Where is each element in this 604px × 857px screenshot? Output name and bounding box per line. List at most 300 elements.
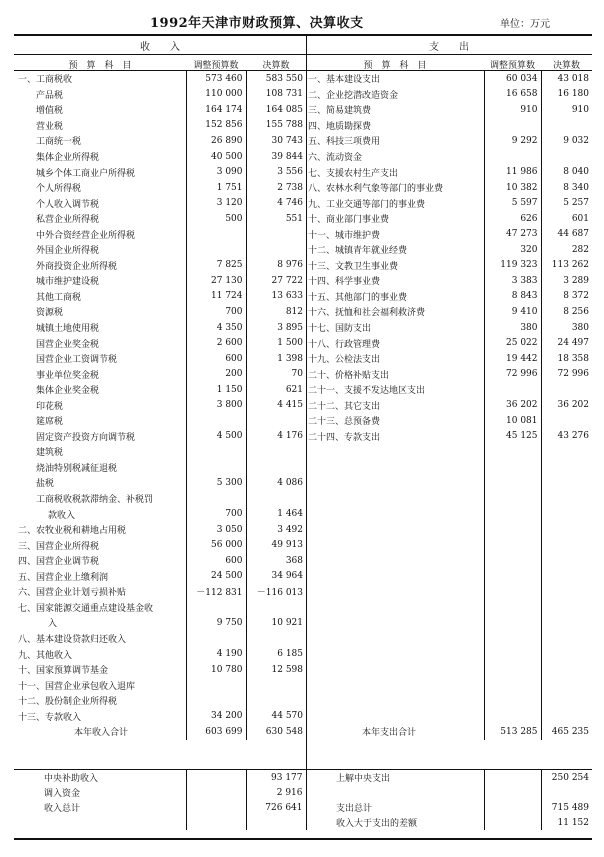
expense-col-final: 决算数 xyxy=(552,61,580,71)
income-row xyxy=(14,211,306,227)
summary-spacer xyxy=(14,800,44,815)
income-adjusted-value: 110 000 xyxy=(186,87,246,103)
expense-empty-cell xyxy=(306,553,484,569)
expense-empty-cell xyxy=(306,662,484,678)
expense-row xyxy=(306,569,592,585)
expense-empty-cell xyxy=(541,677,592,693)
expense-final-value: 8 340 xyxy=(541,180,592,196)
expense-total-adjusted: 513 285 xyxy=(484,724,541,740)
income-adjusted-value xyxy=(186,693,246,709)
expense-empty-cell xyxy=(306,600,484,616)
expense-empty-cell xyxy=(541,646,592,662)
expense-subject: 十四、科学事业费 xyxy=(308,277,381,288)
expense-empty-cell xyxy=(541,569,592,585)
expense-row xyxy=(306,708,592,724)
expense-adjusted-value: 3 383 xyxy=(484,273,541,289)
expense-empty-cell xyxy=(484,537,541,553)
expense-subject: 二十四、专款支出 xyxy=(308,432,381,443)
expense-subject: 十一、城市维护费 xyxy=(308,230,381,241)
summary-spacer xyxy=(186,815,246,830)
income-final-value: 6 185 xyxy=(246,646,306,662)
summary-income-value: 726 641 xyxy=(246,800,306,815)
expense-row xyxy=(306,102,592,118)
expense-empty-cell xyxy=(484,460,541,476)
expense-empty-cell xyxy=(306,522,484,538)
expense-row xyxy=(306,164,592,180)
top-rule xyxy=(14,34,592,36)
income-col-final: 决算数 xyxy=(262,61,290,71)
expense-row xyxy=(306,149,592,165)
income-adjusted-value xyxy=(186,460,246,476)
income-subject: 十一、国营企业承包收入退库 xyxy=(18,681,136,692)
income-row xyxy=(14,258,306,274)
expense-subject: 九、工业交通等部门的事业费 xyxy=(308,199,426,210)
expense-empty-cell xyxy=(306,677,484,693)
summary-spacer xyxy=(186,800,246,815)
income-row xyxy=(14,180,306,196)
income-final-value: 551 xyxy=(246,211,306,227)
income-adjusted-value: 3 120 xyxy=(186,195,246,211)
income-adjusted-value xyxy=(186,491,246,507)
expense-row xyxy=(306,677,592,693)
expense-empty-cell xyxy=(541,506,592,522)
expense-empty-cell xyxy=(306,646,484,662)
expense-final-value: 9 032 xyxy=(541,133,592,149)
income-subject: 九、其他收入 xyxy=(18,650,73,661)
expense-adjusted-value: 16 658 xyxy=(484,87,541,103)
income-adjusted-value: 200 xyxy=(186,366,246,382)
income-row xyxy=(14,491,306,507)
income-adjusted-value: 11 724 xyxy=(186,289,246,305)
income-final-value: 4 176 xyxy=(246,429,306,445)
expense-empty-cell xyxy=(541,460,592,476)
expense-empty-cell xyxy=(541,693,592,709)
income-subject: 八、基本建设贷款归还收入 xyxy=(18,634,127,645)
expense-empty-cell xyxy=(541,662,592,678)
income-subject: 资源税 xyxy=(36,308,64,319)
expense-empty-cell xyxy=(541,615,592,631)
expense-empty-cell xyxy=(306,708,484,724)
expense-empty-cell xyxy=(541,600,592,616)
expense-subject: 二十、价格补贴支出 xyxy=(308,370,390,381)
income-adjusted-value: 600 xyxy=(186,553,246,569)
income-row xyxy=(14,413,306,429)
expense-empty-cell xyxy=(541,522,592,538)
income-row xyxy=(14,677,306,693)
expense-row xyxy=(306,506,592,522)
income-subject: 城乡个体工商业户所得税 xyxy=(36,168,136,179)
income-final-value: 3 492 xyxy=(246,522,306,538)
income-row xyxy=(14,397,306,413)
income-final-value: 630 548 xyxy=(246,724,306,740)
expense-empty-cell xyxy=(484,444,541,460)
income-row xyxy=(14,351,306,367)
income-subject: 其他工商税 xyxy=(36,292,82,303)
income-subject: 个人所得税 xyxy=(36,184,82,195)
expense-empty-cell xyxy=(484,506,541,522)
expense-subject: 六、流动资金 xyxy=(308,153,363,163)
income-row xyxy=(14,506,306,522)
income-subject: 事业单位奖金税 xyxy=(36,370,100,381)
income-final-value: 3 895 xyxy=(246,320,306,336)
summary-income-label: 中央补助收入 xyxy=(44,774,99,784)
income-subject: 六、国营企业计划亏损补贴 xyxy=(18,588,127,599)
income-column-headers xyxy=(14,56,306,71)
income-adjusted-value: －112 831 xyxy=(186,584,246,600)
expense-subject: 四、地质勘探费 xyxy=(308,121,372,132)
income-subject: 城镇土地使用税 xyxy=(36,324,100,335)
expense-empty-cell xyxy=(541,444,592,460)
income-row xyxy=(14,242,306,258)
expense-row xyxy=(306,553,592,569)
expense-empty-cell xyxy=(306,569,484,585)
expense-empty-cell xyxy=(306,693,484,709)
income-row xyxy=(14,460,306,476)
expense-adjusted-value xyxy=(484,382,541,398)
summary-row xyxy=(14,815,592,830)
expense-empty-cell xyxy=(484,631,541,647)
expense-adjusted-value: 9 410 xyxy=(484,304,541,320)
income-final-value: 812 xyxy=(246,304,306,320)
expense-row xyxy=(306,87,592,103)
income-row xyxy=(14,553,306,569)
income-row xyxy=(14,164,306,180)
expense-adjusted-value: 8 843 xyxy=(484,289,541,305)
income-row xyxy=(14,475,306,491)
header-rule xyxy=(14,54,592,55)
expense-empty-cell xyxy=(484,569,541,585)
expense-final-value: 113 262 xyxy=(541,258,592,274)
expense-adjusted-value: 36 202 xyxy=(484,397,541,413)
expense-empty-cell xyxy=(541,584,592,600)
income-row xyxy=(14,273,306,289)
income-header xyxy=(14,37,306,53)
income-row xyxy=(14,646,306,662)
income-final-value: 4 086 xyxy=(246,475,306,491)
income-subject: 建筑税 xyxy=(36,448,64,459)
income-adjusted-value xyxy=(186,631,246,647)
income-final-value: 34 964 xyxy=(246,569,306,585)
income-adjusted-value: 3 050 xyxy=(186,522,246,538)
income-final-value xyxy=(246,491,306,507)
expense-row xyxy=(306,724,592,740)
expense-row xyxy=(306,537,592,553)
expense-empty-cell xyxy=(484,615,541,631)
income-subject: 十三、专款收入 xyxy=(18,712,82,723)
expense-row xyxy=(306,615,592,631)
income-adjusted-value: 26 890 xyxy=(186,133,246,149)
income-final-value: 12 598 xyxy=(246,662,306,678)
expense-empty-cell xyxy=(306,444,484,460)
expense-final-value: 282 xyxy=(541,242,592,258)
expense-empty-cell xyxy=(484,662,541,678)
income-table xyxy=(14,71,306,740)
income-row xyxy=(14,289,306,305)
income-adjusted-value xyxy=(186,413,246,429)
expense-final-value: 380 xyxy=(541,320,592,336)
expense-final-value: 44 687 xyxy=(541,226,592,242)
expense-row xyxy=(306,211,592,227)
summary-expense-value: 715 489 xyxy=(541,800,592,815)
income-final-value: 30 743 xyxy=(246,133,306,149)
expense-empty-cell xyxy=(484,584,541,600)
summary-row xyxy=(14,800,592,815)
expense-row xyxy=(306,71,592,87)
expense-row xyxy=(306,118,592,134)
income-subject: 工商税收税款滞纳金、补税罚 xyxy=(36,495,154,506)
expense-row xyxy=(306,491,592,507)
expense-final-value: 72 996 xyxy=(541,366,592,382)
income-adjusted-value: 56 000 xyxy=(186,537,246,553)
income-final-value: 4 415 xyxy=(246,397,306,413)
expense-row xyxy=(306,444,592,460)
expense-total-final: 465 235 xyxy=(541,724,592,740)
income-subject: 七、国家能源交通重点建设基金收 xyxy=(18,603,154,614)
summary-spacer xyxy=(306,815,336,830)
income-final-value xyxy=(246,460,306,476)
expense-row xyxy=(306,522,592,538)
income-final-value: 3 556 xyxy=(246,164,306,180)
income-final-value xyxy=(246,413,306,429)
income-subject: 集体企业奖金税 xyxy=(36,386,100,397)
summary-income-label: 收入总计 xyxy=(44,804,81,814)
expense-final-value: 18 358 xyxy=(541,351,592,367)
expense-final-value: 8 372 xyxy=(541,289,592,305)
expense-adjusted-value: 910 xyxy=(484,102,541,118)
income-row xyxy=(14,708,306,724)
income-final-value: 10 921 xyxy=(246,615,306,631)
summary-section xyxy=(14,770,592,830)
expense-empty-cell xyxy=(484,491,541,507)
income-row xyxy=(14,226,306,242)
expense-row xyxy=(306,304,592,320)
income-adjusted-value xyxy=(186,444,246,460)
income-adjusted-value: 152 856 xyxy=(186,118,246,134)
income-adjusted-value: 600 xyxy=(186,351,246,367)
expense-row xyxy=(306,180,592,196)
income-final-value: 70 xyxy=(246,366,306,382)
income-row xyxy=(14,118,306,134)
expense-final-value xyxy=(541,382,592,398)
income-final-value xyxy=(246,631,306,647)
income-final-value: 155 788 xyxy=(246,118,306,134)
summary-spacer xyxy=(14,815,44,830)
expense-empty-cell xyxy=(306,506,484,522)
expense-subject: 十七、国防支出 xyxy=(308,324,372,335)
income-subject: 工商统一税 xyxy=(36,137,82,148)
income-adjusted-value: 7 825 xyxy=(186,258,246,274)
expense-row xyxy=(306,662,592,678)
summary-spacer xyxy=(306,800,336,815)
income-subject: 营业税 xyxy=(36,121,64,132)
income-subject: 固定资产投资方向调节税 xyxy=(36,432,136,443)
income-row xyxy=(14,195,306,211)
income-adjusted-value: 5 300 xyxy=(186,475,246,491)
expense-empty-cell xyxy=(541,708,592,724)
summary-income-value: 93 177 xyxy=(246,770,306,785)
expense-subject: 二十二、其它支出 xyxy=(308,401,381,412)
expense-empty-cell xyxy=(484,677,541,693)
expense-row xyxy=(306,226,592,242)
income-subject: 国营企业工资调节税 xyxy=(36,355,118,366)
expense-row xyxy=(306,289,592,305)
income-header-label: 收 入 xyxy=(140,42,180,53)
expense-row xyxy=(306,366,592,382)
expense-subject: 三、简易建筑费 xyxy=(308,106,372,117)
expense-adjusted-value: 45 125 xyxy=(484,429,541,445)
expense-empty-cell xyxy=(306,537,484,553)
income-adjusted-value: 500 xyxy=(186,211,246,227)
expense-row xyxy=(306,413,592,429)
summary-spacer xyxy=(306,785,336,800)
expense-header xyxy=(306,37,592,53)
expense-empty-cell xyxy=(484,522,541,538)
summary-spacer xyxy=(186,785,246,800)
expense-row xyxy=(306,475,592,491)
income-adjusted-value: 9 750 xyxy=(186,615,246,631)
expense-row xyxy=(306,631,592,647)
income-subject: 一、工商税收 xyxy=(18,75,73,86)
income-adjusted-value xyxy=(186,677,246,693)
income-adjusted-value xyxy=(186,226,246,242)
income-final-value xyxy=(246,444,306,460)
expense-row xyxy=(306,429,592,445)
summary-spacer xyxy=(14,770,44,785)
expense-adjusted-value xyxy=(484,118,541,134)
income-row xyxy=(14,569,306,585)
income-adjusted-value: 700 xyxy=(186,506,246,522)
income-subject: 入 xyxy=(48,619,58,630)
expense-final-value: 43 018 xyxy=(541,71,592,87)
expense-empty-cell xyxy=(541,475,592,491)
income-subject: 十二、股份制企业所得税 xyxy=(18,697,118,708)
expense-adjusted-value xyxy=(484,149,541,165)
expense-empty-cell xyxy=(484,646,541,662)
expense-final-value: 8 256 xyxy=(541,304,592,320)
income-final-value: 1 464 xyxy=(246,506,306,522)
income-row xyxy=(14,615,306,631)
expense-row xyxy=(306,195,592,211)
income-adjusted-value: 34 200 xyxy=(186,708,246,724)
expense-row xyxy=(306,335,592,351)
expense-subject: 十二、城镇青年就业经费 xyxy=(308,246,408,257)
summary-income-label: 调入资金 xyxy=(44,789,81,799)
summary-row xyxy=(14,785,592,800)
income-adjusted-value: 4 500 xyxy=(186,429,246,445)
income-subject: 二、农牧业税和耕地占用税 xyxy=(18,526,127,537)
income-subject: 城市维护建设税 xyxy=(36,277,100,288)
expense-empty-cell xyxy=(541,553,592,569)
summary-spacer xyxy=(484,800,541,815)
income-adjusted-value: 2 600 xyxy=(186,335,246,351)
expense-col-subject: 预 算 科 目 xyxy=(363,61,427,71)
expense-subject: 七、支援农村生产支出 xyxy=(308,168,399,179)
expense-subject: 十三、文教卫生事业费 xyxy=(308,261,399,272)
expense-column-headers xyxy=(306,56,592,71)
income-subject: 外国企业所得税 xyxy=(36,246,100,257)
income-final-value: 4 746 xyxy=(246,195,306,211)
income-row xyxy=(14,320,306,336)
income-row xyxy=(14,87,306,103)
income-col-adjusted: 调整预算数 xyxy=(193,61,239,71)
income-subject: 产品税 xyxy=(36,90,64,101)
income-final-value xyxy=(246,693,306,709)
income-subject: 三、国营企业所得税 xyxy=(18,541,100,552)
income-row xyxy=(14,522,306,538)
expense-subject: 五、科技三项费用 xyxy=(308,137,381,148)
summary-expense-value xyxy=(541,785,592,800)
income-subject: 烧油特别税减征退税 xyxy=(36,463,118,474)
income-final-value xyxy=(246,677,306,693)
income-col-subject: 预 算 科 目 xyxy=(68,61,132,71)
expense-adjusted-value: 60 034 xyxy=(484,71,541,87)
expense-empty-cell xyxy=(306,584,484,600)
income-row xyxy=(14,429,306,445)
income-subject: 五、国营企业上缴利润 xyxy=(18,572,109,583)
income-adjusted-value: 3 800 xyxy=(186,397,246,413)
income-row xyxy=(14,366,306,382)
summary-income-value xyxy=(246,815,306,830)
income-final-value: 8 976 xyxy=(246,258,306,274)
income-final-value: 1 500 xyxy=(246,335,306,351)
income-adjusted-value: 164 174 xyxy=(186,102,246,118)
summary-expense-label: 支出总计 xyxy=(336,804,373,814)
expense-empty-cell xyxy=(306,460,484,476)
expense-row xyxy=(306,351,592,367)
expense-final-value: 8 040 xyxy=(541,164,592,180)
income-adjusted-value: 1 150 xyxy=(186,382,246,398)
expense-final-value: 3 289 xyxy=(541,273,592,289)
income-row xyxy=(14,584,306,600)
income-final-value: 368 xyxy=(246,553,306,569)
income-subject: 私营企业所得税 xyxy=(36,215,100,226)
income-subject: 盐税 xyxy=(36,479,55,490)
income-final-value: 39 844 xyxy=(246,149,306,165)
income-subject: 筵席税 xyxy=(36,417,64,428)
income-adjusted-value xyxy=(186,600,246,616)
summary-spacer xyxy=(484,770,541,785)
expense-final-value: 16 180 xyxy=(541,87,592,103)
expense-subject: 十五、其他部门的事业费 xyxy=(308,292,408,303)
expense-adjusted-value: 5 597 xyxy=(484,195,541,211)
expense-adjusted-value: 119 323 xyxy=(484,258,541,274)
expense-subject: 十九、公检法支出 xyxy=(308,355,381,366)
summary-expense-label xyxy=(336,785,484,800)
income-subject: 外商投资企业所得税 xyxy=(36,261,118,272)
expense-final-value xyxy=(541,118,592,134)
expense-empty-cell xyxy=(306,631,484,647)
income-final-value: 164 085 xyxy=(246,102,306,118)
expense-subject: 二、企业挖潜改造资金 xyxy=(308,90,399,101)
expense-final-value: 24 497 xyxy=(541,335,592,351)
expense-row xyxy=(306,460,592,476)
income-subject: 国营企业奖金税 xyxy=(36,339,100,350)
income-row xyxy=(14,693,306,709)
expense-row xyxy=(306,397,592,413)
expense-header-label: 支 出 xyxy=(429,42,469,53)
expense-subject: 二十一、支援不发达地区支出 xyxy=(308,386,426,397)
income-final-value: 621 xyxy=(246,382,306,398)
expense-row xyxy=(306,693,592,709)
income-row xyxy=(14,71,306,87)
expense-subject: 二十三、总预备费 xyxy=(308,417,381,428)
expense-row xyxy=(306,382,592,398)
income-row xyxy=(14,537,306,553)
expense-empty-cell xyxy=(484,553,541,569)
expense-adjusted-value: 72 996 xyxy=(484,366,541,382)
summary-spacer xyxy=(484,785,541,800)
summary-spacer xyxy=(484,815,541,830)
